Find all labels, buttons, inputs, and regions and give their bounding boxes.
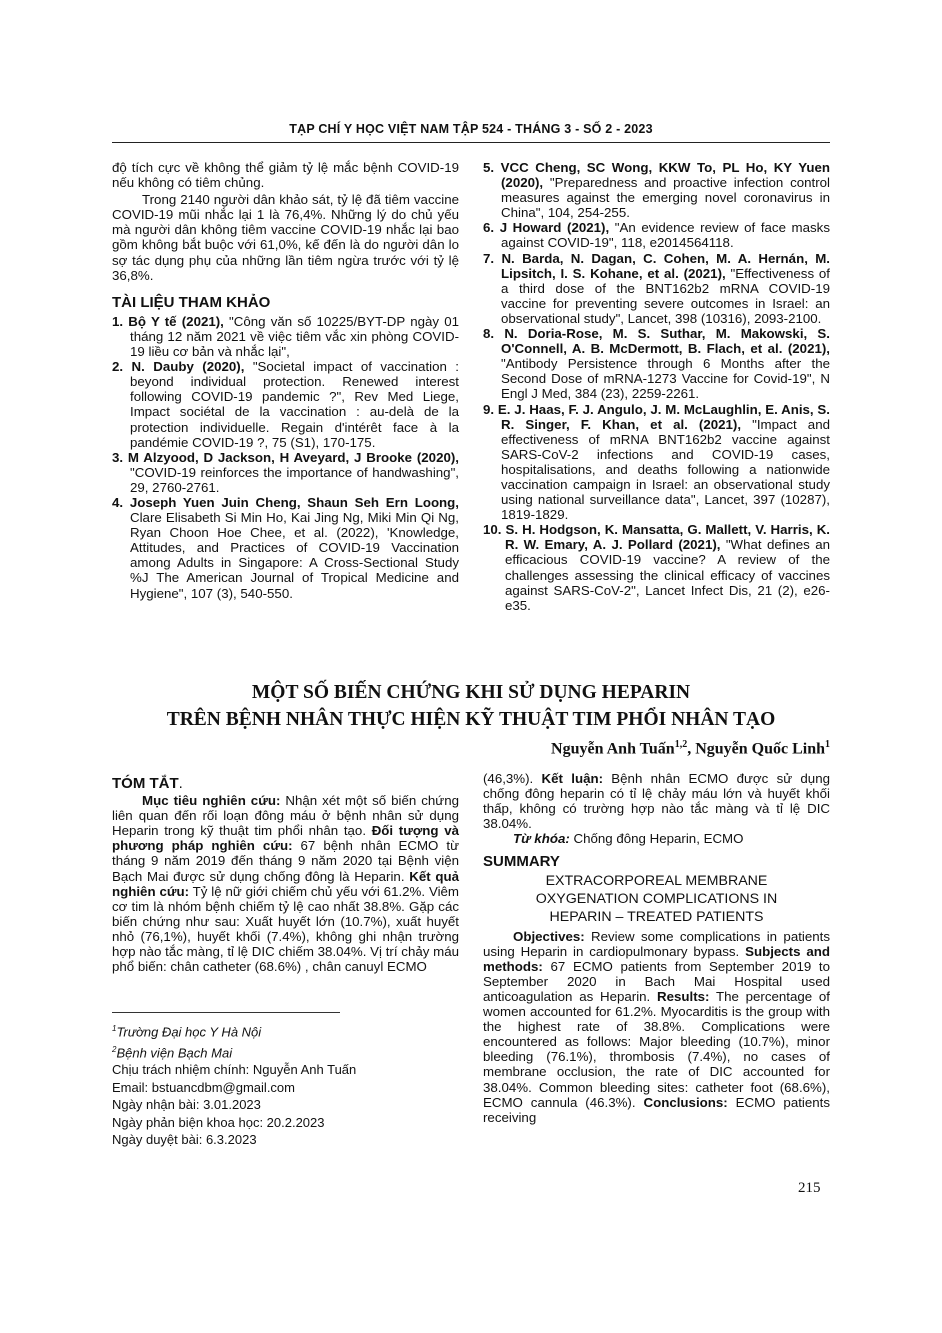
reference-item: 2. N. Dauby (2020), "Societal impact of vaccination : beyond individual protection. Renewed interest following COVID-19 pandemic ?", Rev Med Liege, Impact sociétal de la vaccination : au-delà de la protection individuelle. Regain d'intérêt face à la pandémie COVID-19 ?, 75 (S1), 170-175. xyxy=(112,359,459,450)
author-separator: , xyxy=(687,740,696,758)
reference-item: 6. J Howard (2021), "An evidence review of face masks against COVID-19", 118, e2014564118. xyxy=(483,220,830,251)
keywords: Từ khóa: Chống đông Heparin, ECMO xyxy=(513,831,744,847)
paragraph: độ tích cực về không thể giảm tỷ lệ mắc bệnh COVID-19 nếu không có tiêm chủng. xyxy=(112,160,459,191)
reference-list-left xyxy=(112,314,459,601)
accepted-date: Ngày duyệt bài: 6.3.2023 xyxy=(112,1132,257,1148)
summary-title-line: OXYGENATION COMPLICATIONS IN xyxy=(535,890,778,907)
reference-item: 10. S. H. Hodgson, K. Mansatta, G. Mallett, V. Harris, K. R. W. Emary, A. J. Pollard (2021), "What defines an efficacious COVID-19 vaccine? A review of the challenges assessing the clinical efficacy of vaccines against SARS-CoV-2", Lancet Infect Dis, 21 (2), e26-e35. xyxy=(483,522,830,613)
author-name: Nguyễn Quốc Linh xyxy=(695,740,825,758)
email: Email: bstuancdbm@gmail.com xyxy=(112,1079,295,1095)
reference-item: 5. VCC Cheng, SC Wong, KKW To, PL Ho, KY Yuen (2020), "Preparedness and proactive infection control measures against the emerging novel coronavirus in China", 104, 254-255. xyxy=(483,160,830,221)
corresponding-author: Chịu trách nhiệm chính: Nguyễn Anh Tuấn xyxy=(112,1062,357,1078)
reference-item: 4. Joseph Yuen Juin Cheng, Shaun Seh Ern Loong, Clare Elisabeth Si Min Ho, Kai Jing Ng, Miki Min Qi Ng, Ryan Choon Hoe Chee, et al. (2022), 'Knowledge, Attitudes, and Practices of COVID-19 Vaccination among Adults in Singapore: A Cross-Sectional Study %J The American Journal of Tropical Medicine and Hygiene", 107 (3), 540-550. xyxy=(112,494,459,601)
footnotes xyxy=(112,1020,472,1149)
abstract-body-cont: (46,3%). Kết luận: Bệnh nhân ECMO được sử dụng chống đông heparin có tỉ lệ chảy máu lớn và huyết khối thấp, không có trường hợp nào tắc màng và tỉ lệ DIC 38.04%. xyxy=(483,771,830,832)
page-number: 215 xyxy=(798,1180,821,1196)
author-name: Nguyễn Anh Tuấn xyxy=(551,740,675,758)
summary-title-line: HEPARIN – TREATED PATIENTS xyxy=(549,908,764,925)
affiliation: $^1$Trường Đại học Y Hà Nội xyxy=(112,1024,262,1040)
summary-heading: SUMMARY xyxy=(483,853,560,871)
affiliation: $^2$Bệnh viện Bạch Mai xyxy=(112,1044,233,1061)
author-affiliation: 1,2 xyxy=(674,739,688,750)
journal-header: TẠP CHÍ Y HỌC VIỆT NAM TẬP 524 - THÁNG 3 - SỐ 2 - 2023 xyxy=(289,122,653,136)
article-title-line: TRÊN BỆNH NHÂN THỰC HIỆN KỸ THUẬT TIM PHỔI NHÂN TẠO xyxy=(166,709,776,730)
summary-title-line: EXTRACORPOREAL MEMBRANE xyxy=(545,872,768,889)
received-date: Ngày nhận bài: 3.01.2023 xyxy=(112,1097,261,1113)
summary-title xyxy=(483,872,830,926)
header-divider xyxy=(112,142,830,143)
reference-item: 7. N. Barda, N. Dagan, C. Cohen, M. A. Hernán, M. Lipsitch, I. S. Kohane, et al. (2021), "Effectiveness of a third dose of the BNT162b2 mRNA COVID-19 vaccine for preventing severe outcomes in Israel: an observational study", Lancet, 398 (10316), 2093-2100. xyxy=(483,250,830,326)
abstract-body: Mục tiêu nghiên cứu: Nhận xét một số biến chứng liên quan đến rối loạn đông máu ở bệnh nhân sử dụng Heparin trong kỹ thuật tim phổi nhân tạo. Đối tượng và phương pháp nghiên cứu: 67 bệnh nhân ECMO từ tháng 9 năm 2019 đến tháng 9 năm 2020 tại Bệnh viện Bạch Mai được sử dụng chống đông là Heparin. Kết quả nghiên cứu: Tỷ lệ nữ giới chiếm chủ yếu với 61.2%. Viêm cơ tim là nhóm bệnh chiếm tỷ lệ cao nhất 38.8%. Gặp các biến chứng như sau: Xuất huyết lớn (10.7%), xuất huyết nhỏ (76,1%), huyết khối (7.4%), không ghi nhận trường hợp nào tắc màng, tỉ lệ DIC chiếm 38.04%. Vị trí chảy máu phổ biến: chân catheter (68.6%) , chân canuyl ECMO xyxy=(112,793,459,975)
article-title xyxy=(112,679,830,733)
reference-item: 9. E. J. Haas, F. J. Angulo, J. M. McLaughlin, E. Anis, S. R. Singer, F. Khan, et al. (2021), "Impact and effectiveness of mRNA BNT162b2 vaccine against SARS-CoV-2 infections and COVID-19 cases, hospitalisations, and deaths following a nationwide vaccination campaign in Israel: an observational study using national surveillance data", Lancet, 397 (10287), 1819-1829. xyxy=(483,401,830,523)
article-authors xyxy=(551,739,830,758)
paragraph: Trong 2140 người dân khảo sát, tỷ lệ đã tiêm vaccine COVID-19 mũi nhắc lại 1 là 76,4%. Những lý do chủ yếu mà người dân không tiêm vaccine COVID-19 nhắc lại bao gồm không bắt buộc với 61,0%, kế đến là do người dân lo sợ tác dụng phụ của những lần tiêm ngừa trước với tỷ lệ 36,8%. xyxy=(112,192,459,283)
abstract-vi xyxy=(112,776,459,974)
top-left-column xyxy=(112,160,459,601)
reference-item: 1. Bộ Y tế (2021), "Công văn số 10225/BYT-DP ngày 01 tháng 12 năm 2021 về việc tiêm vắc xin phòng COVID-19 liều cơ bản và nhắc lại", xyxy=(112,313,459,360)
article-title-line: MỘT SỐ BIẾN CHỨNG KHI SỬ DỤNG HEPARIN xyxy=(251,682,691,703)
abstract-right-column xyxy=(483,771,830,1125)
abstract-heading: TÓM TẮT. xyxy=(112,775,183,792)
reviewed-date: Ngày phản biện khoa học: 20.2.2023 xyxy=(112,1114,325,1130)
references-heading: TÀI LIỆU THAM KHẢO xyxy=(112,293,271,311)
reference-list-right xyxy=(483,160,830,613)
author-affiliation: 1 xyxy=(825,739,830,750)
top-right-column xyxy=(483,160,830,613)
reference-item: 3. M Alzyood, D Jackson, H Aveyard, J Brooke (2020), "COVID-19 reinforces the importance of handwashing", 29, 2760-2761. xyxy=(112,449,459,495)
reference-item: 8. N. Doria-Rose, M. S. Suthar, M. Makowski, S. O'Connell, A. B. McDermott, B. Flach, et al. (2021), "Antibody Persistence through 6 Months after the Second Dose of mRNA-1273 Vaccine for Covid-19", N Engl J Med, 384 (23), 2259-2261. xyxy=(483,326,830,402)
footnote-divider xyxy=(112,1012,340,1013)
summary-body: Objectives: Review some complications in patients using Heparin in cardiopulmonary bypass. Subjects and methods: 67 ECMO patients from September 2019 to September 2020 in Bach Mai Hospital used anticoagulation as Heparin. Results: The percentage of women accounted for 61.2%. Myocarditis is the group with the highest rate of 38.8%. Complications were encountered as follows: Major bleeding (10.7%), minor bleeding (76.1%), thrombosis (7.4%), no cases of membrane occlusion, the rate of DIC accounted for 38.04%. Common bleeding sites: catheter foot (68.6%), ECMO cannula (46.3%). Conclusions: ECMO patients receiving xyxy=(483,928,830,1125)
